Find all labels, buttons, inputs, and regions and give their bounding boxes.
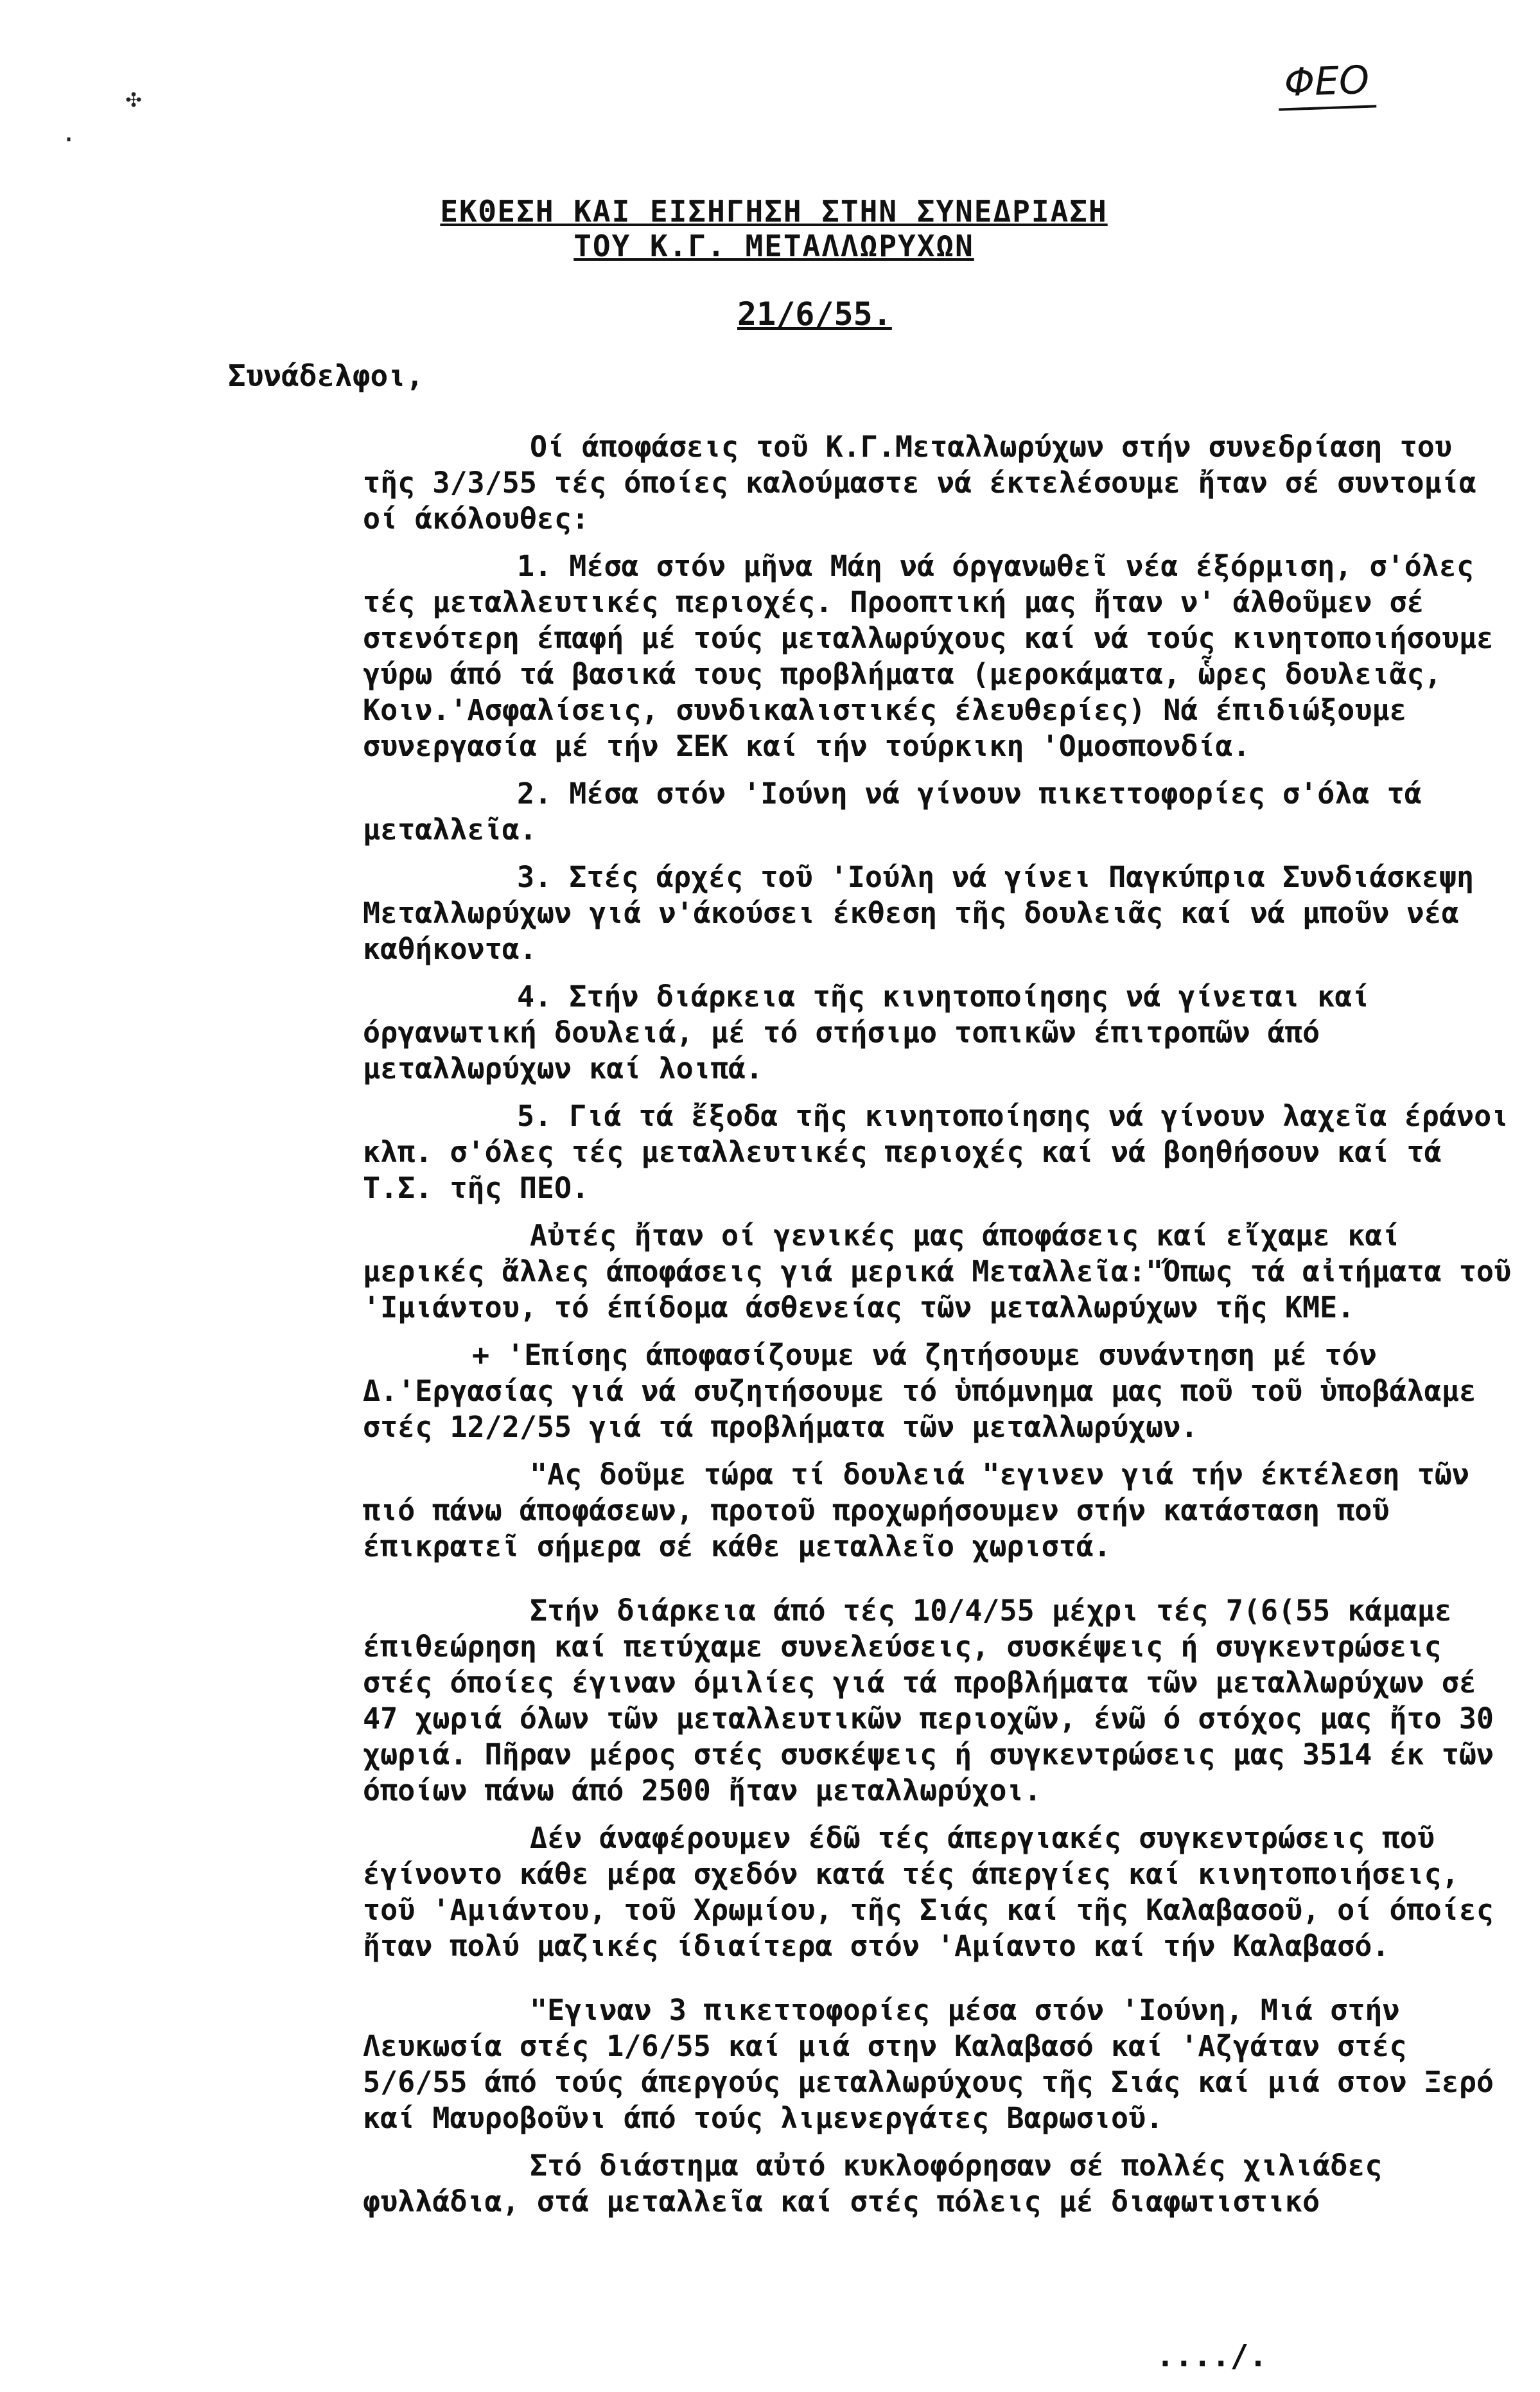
paragraph-item-4: 4. Στήν διάρκεια τῆς κινητοποίησης νά γίνεται καί όργανωτική δουλειά, μέ τό στήσιμο τοπικῶν έπιτροπῶν άπό μεταλλωρύχων καί λοιπά. (363, 980, 1370, 1086)
continuation-mark: ..../. (1156, 2338, 1268, 2374)
paragraph: Αὐτές ἤταν οί γενικές μας άποφάσεις καί εἴχαμε καί μερικές ἄλλες άποφάσεις γιά μερικά Μεταλλεῖα:"Όπως τά αἰτήματα τοῦ 'Ιμιάντου, τό έπίδομα άσθενείας τῶν μεταλλωρύχων τῆς ΚΜΕ. (363, 1218, 1512, 1324)
scan-speck-mark: · (61, 125, 77, 155)
stamp-label: ΦΕΟ (1277, 57, 1377, 110)
paragraph: Δέν άναφέρουμεν έδῶ τές άπεργιακές συγκεντρώσεις ποῦ έγίνοντο κάθε μέρα σχεδόν κατά τές άπεργίες καί κινητοποιήσεις, τοῦ 'Αμιάντου, τοῦ Χρωμίου, τῆς Σιάς καί τῆς Καλαβασοῦ, οί όποίες ἤταν πολύ μαζικές ίδιαίτερα στόν 'Αμίαντο καί τήν Καλαβασό. (363, 1821, 1494, 1963)
document-body (363, 429, 1519, 2231)
salutation: Συνάδελφοι, (228, 358, 424, 393)
paragraph: Οί άποφάσεις τοῦ Κ.Γ.Μεταλλωρύχων στήν συνεδρίαση του τῆς 3/3/55 τές όποίες καλούμαστε νά έκτελέσουμε ἤταν σέ συντομία οί άκόλουθες: (363, 430, 1476, 536)
document-title-line1: ΕΚΘΕΣΗ ΚΑΙ ΕΙΣΗΓΗΣΗ ΣΤΗΝ ΣΥΝΕΔΡΙΑΣΗ (440, 194, 1108, 229)
paragraph: "Εγιναν 3 πικεττοφορίες μέσα στόν 'Ιούνη, Μιά στήν Λευκωσία στές 1/6/55 καί μιά στην Καλαβασό καί 'Αζγάταν στές 5/6/55 άπό τούς άπεργούς μεταλλωρύχους τῆς Σιάς καί μιά στον Ξερό καί Μαυροβοῦνι άπό τούς λιμενεργάτες Βαρωσιοῦ. (363, 1993, 1494, 2135)
paragraph-item-2: 2. Μέσα στόν 'Ιούνη νά γίνουν πικεττοφορίες σ'όλα τά μεταλλεῖα. (363, 777, 1422, 847)
paragraph: "Ας δοῦμε τώρα τί δουλειά "εγινεν γιά τήν έκτέλεση τῶν πιό πάνω άποφάσεων, προτοῦ προχωρήσουμεν στήν κατάσταση ποῦ έπικρατεῖ σήμερα σέ κάθε μεταλλεῖο χωριστά. (363, 1457, 1469, 1563)
paragraph-item-1: 1. Μέσα στόν μῆνα Μάη νά όργανωθεῖ νέα έξόρμιση, σ'όλες τές μεταλλευτικές περιοχές. Προοπτική μας ἤταν ν' άλθοῦμεν σέ στενότερη έπαφή μέ τούς μεταλλωρύχους καί νά τούς κινητοποιήσουμε γύρω άπό τά βασικά τους προβλήματα (μεροκάματα, ὧρες δουλειᾶς, Κοιν.'Ασφαλίσεις, συνδικαλιστικές έλευθερίες) Νά έπιδιώξουμε συνεργασία μέ τήν ΣΕΚ καί τήν τούρκικη 'Ομοσπονδία. (363, 549, 1494, 763)
document-title-line2: ΤΟΥ Κ.Γ. ΜΕΤΑΛΛΩΡΥΧΩΝ (573, 229, 974, 263)
scan-speck-mark: ✣ (126, 84, 142, 113)
paragraph: Στήν διάρκεια άπό τές 10/4/55 μέχρι τές 7(6(55 κάμαμε έπιθεώρηση καί πετύχαμε συνελεύσεις, συσκέψεις ή συγκεντρώσεις στές όποίες έγιναν όμιλίες γιά τά προβλήματα τῶν μεταλλωρύχων σέ 47 χωριά όλων τῶν μεταλλευτικῶν περιοχῶν, ένῶ ό στόχος μας ἤτο 30 χωριά. Πῆραν μέρος στές συσκέψεις ή συγκεντρώσεις μας 3514 έκ τῶν όποίων πάνω άπό 2500 ἤταν μεταλλωρύχοι. (363, 1594, 1494, 1807)
paragraph-item-3: 3. Στές άρχές τοῦ 'Ιούλη νά γίνει Παγκύπρια Συνδιάσκεψη Μεταλλωρύχων γιά ν'άκούσει έκθεση τῆς δουλειᾶς καί νά μποῦν νέα καθήκοντα. (363, 860, 1474, 966)
paragraph: Στό διάστημα αὐτό κυκλοφόρησαν σέ πολλές χιλιάδες φυλλάδια, στά μεταλλεῖα καί στές πόλεις μέ διαφωτιστικό (363, 2149, 1383, 2219)
document-date: 21/6/55. (737, 295, 892, 333)
paragraph: + 'Επίσης άποφασίζουμε νά ζητήσουμε συνάντηση μέ τόν Δ.'Εργασίας γιά νά συζητήσουμε τό ὑπόμνημα μας ποῦ τοῦ ὑποβάλαμε στές 12/2/55 γιά τά προβλήματα τῶν μεταλλωρύχων. (363, 1338, 1476, 1444)
paragraph-item-5: 5. Γιά τά ἔξοδα τῆς κινητοποίησης νά γίνουν λαχεῖα έράνοι κλπ. σ'όλες τές μεταλλευτικές περιοχές καί νά βοηθήσουν καί τά Τ.Σ. τῆς ΠΕΟ. (363, 1099, 1509, 1205)
